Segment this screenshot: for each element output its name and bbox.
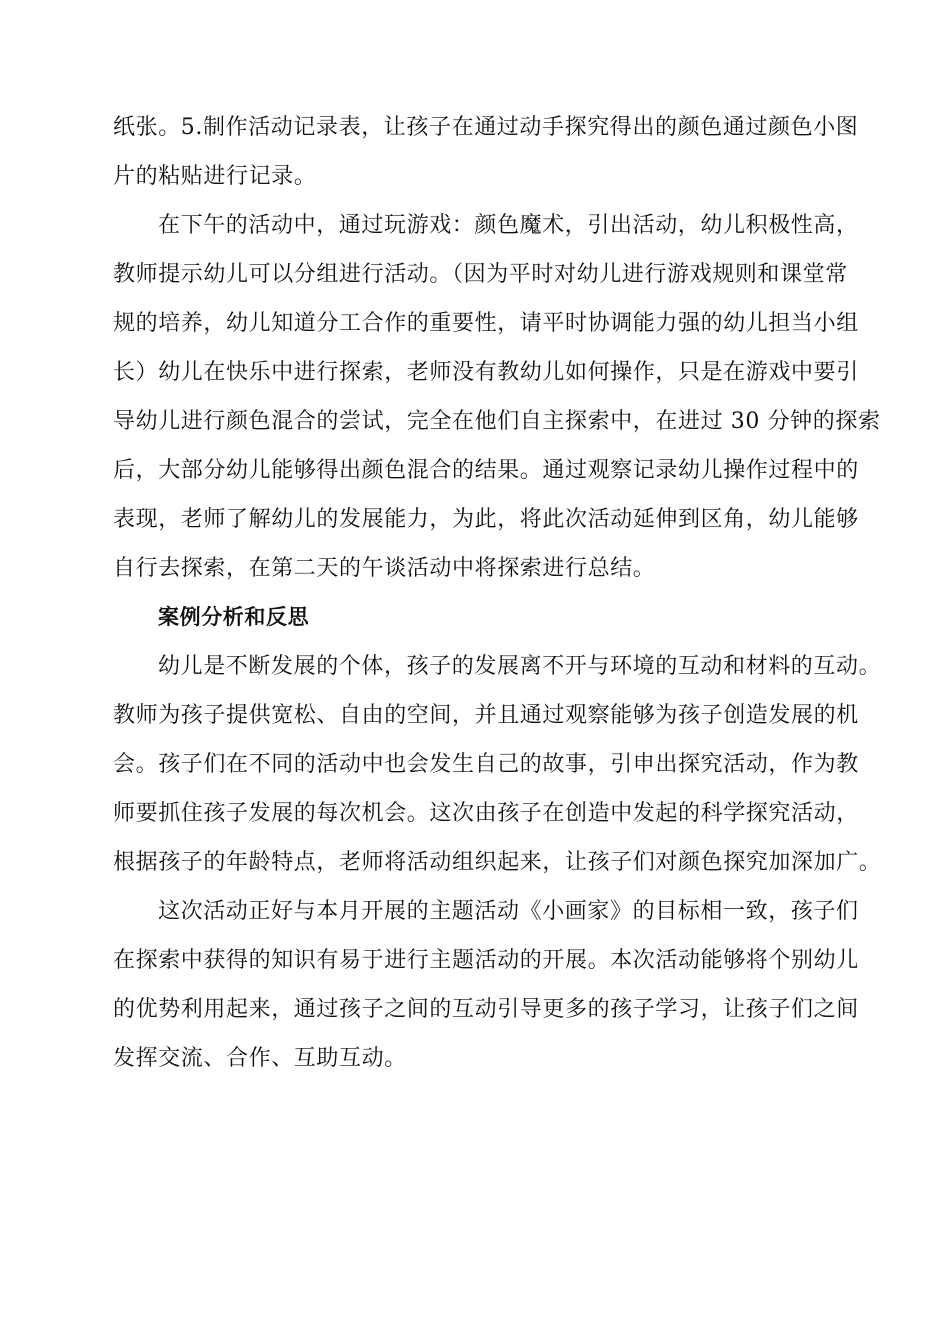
- text-line: 规的培养，幼儿知道分工合作的重要性，请平时协调能力强的幼儿担当小组: [113, 311, 859, 336]
- text-line: 师要抓住孩子发展的每次机会。这次由孩子在创造中发起的科学探究活动，: [113, 801, 859, 826]
- paragraph-reflection: [113, 887, 873, 1083]
- text-line: 自行去探索，在第二天的午谈活动中将探索进行总结。: [113, 556, 656, 581]
- paragraph-materials: [113, 103, 873, 201]
- text-line: 片的粘贴进行记录。: [113, 164, 317, 189]
- text-line: 的优势利用起来，通过孩子之间的互动引导更多的孩子学习，让孩子们之间: [113, 997, 859, 1022]
- text-line: 会。孩子们在不同的活动中也会发生自己的故事，引申出探究活动，作为教: [113, 752, 859, 777]
- text-line: 教师提示幼儿可以分组进行活动。（因为平时对幼儿进行游戏规则和课堂常: [113, 262, 848, 287]
- text-line: 在探索中获得的知识有易于进行主题活动的开展。本次活动能够将个别幼儿: [113, 948, 859, 973]
- paragraph-activity: [113, 201, 881, 593]
- text-line: 导幼儿进行颜色混合的尝试，完全在他们自主探索中，在进过 30 分钟的探索: [113, 409, 881, 434]
- text-line: 教师为孩子提供宽松、自由的空间，并且通过观察能够为孩子创造发展的机: [113, 703, 859, 728]
- text-line: 这次活动正好与本月开展的主题活动《小画家》的目标相一致，孩子们: [158, 899, 859, 924]
- text-line: 表现，老师了解幼儿的发展能力，为此，将此次活动延伸到区角，幼儿能够: [113, 507, 859, 532]
- text-line: 纸张。5.制作活动记录表，让孩子在通过动手探究得出的颜色通过颜色小图: [113, 115, 859, 140]
- text-line: 在下午的活动中，通过玩游戏：颜色魔术，引出活动，幼儿积极性高，: [158, 213, 859, 238]
- text-line: 后，大部分幼儿能够得出颜色混合的结果。通过观察记录幼儿操作过程中的: [113, 458, 859, 483]
- paragraph-analysis: [113, 642, 882, 887]
- text-line: 长）幼儿在快乐中进行探索，老师没有教幼儿如何操作，只是在游戏中要引: [113, 360, 859, 385]
- text-line: 幼儿是不断发展的个体，孩子的发展离不开与环境的互动和材料的互动。: [158, 654, 882, 679]
- document-body: [113, 103, 882, 1083]
- text-line: 根据孩子的年龄特点，老师将活动组织起来，让孩子们对颜色探究加深加广。: [113, 850, 882, 875]
- section-heading: 案例分析和反思: [158, 605, 310, 629]
- text-line: 发挥交流、合作、互助互动。: [113, 1046, 407, 1071]
